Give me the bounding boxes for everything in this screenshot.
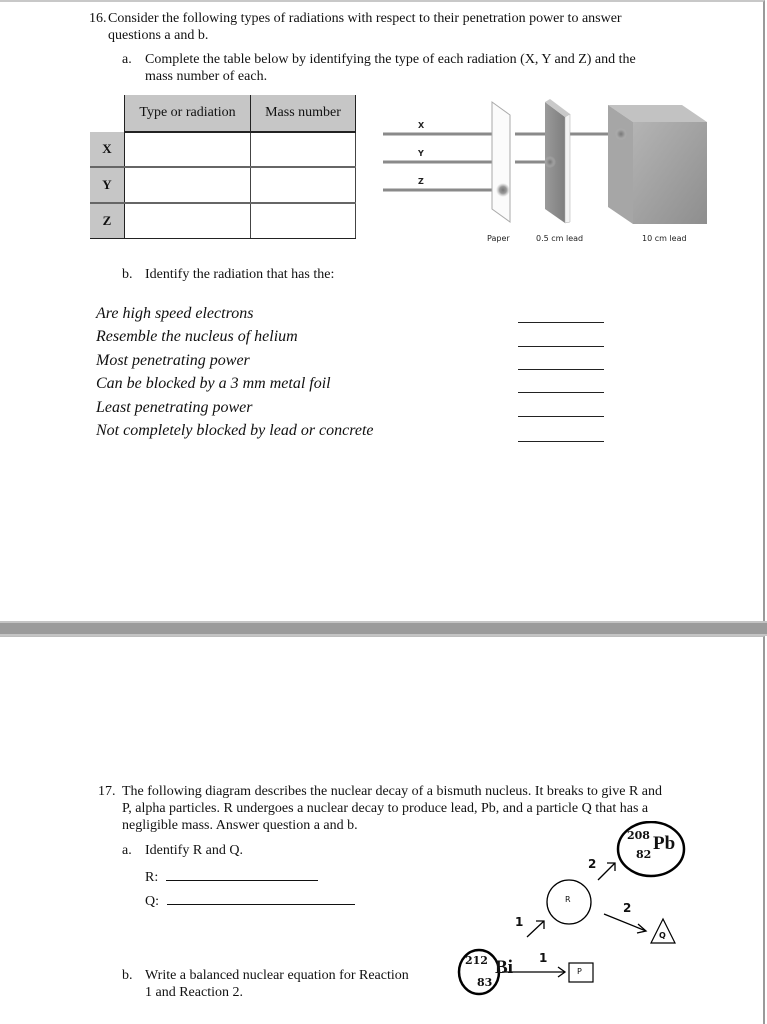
q-particle-label: Q <box>659 931 666 940</box>
property-item: Not completely blocked by lead or concrete <box>96 422 374 440</box>
barrier-label-thick-lead: 10 cm lead <box>642 234 687 243</box>
pb-symbol: Pb <box>653 833 676 854</box>
worksheet-page-2 <box>0 636 765 1024</box>
radiation-property-list <box>96 302 374 442</box>
pb-atomic-number: 82 <box>636 848 652 861</box>
reaction1-label-p: 1 <box>539 951 548 965</box>
ray-label-z: Z <box>418 177 424 186</box>
property-item: Least penetrating power <box>96 398 253 416</box>
question-16-number: 16. <box>89 11 107 26</box>
q17-part-a-prompt: Identify R and Q. <box>145 843 243 858</box>
property-item: Can be blocked by a 3 mm metal foil <box>96 375 331 393</box>
table-row <box>90 203 356 239</box>
q-label: Q: <box>145 894 159 909</box>
question-16-intro: Consider the following types of radiations with respect to their penetration power to answer questions a and b. <box>108 11 622 43</box>
reaction2-label-pb: 2 <box>588 857 597 871</box>
table-row <box>90 167 356 203</box>
cell-z-mass[interactable] <box>251 203 356 239</box>
table-row <box>90 132 356 167</box>
barrier-label-thin-lead: 0.5 cm lead <box>536 234 584 243</box>
radiation-table <box>90 95 356 239</box>
decay-diagram <box>455 821 695 1001</box>
reaction1-label-r: 1 <box>515 915 524 929</box>
q17-part-b-label: b. <box>122 968 133 983</box>
answer-blank[interactable] <box>518 392 604 393</box>
q-answer-row <box>145 892 355 910</box>
question-17-number: 17. <box>98 784 116 799</box>
barrier-label-paper: Paper <box>487 234 510 243</box>
p-particle-label: P <box>577 967 582 976</box>
answer-blank[interactable] <box>518 346 604 347</box>
column-header-type: Type or radiation <box>125 95 251 132</box>
r-answer-row <box>145 868 318 886</box>
answer-blank[interactable] <box>518 322 604 323</box>
q17-part-b-prompt: Write a balanced nuclear equation for Reaction 1 and Reaction 2. <box>145 968 409 1000</box>
question-17-intro: The following diagram describes the nuclear decay of a bismuth nucleus. It breaks to give R and P, alpha particles. R undergoes a nuclear decay to produce lead, Pb, and a particle Q that has a negligible mass. Answer question a and b. <box>122 784 662 833</box>
row-label-z: Z <box>90 203 125 239</box>
table-corner <box>90 95 125 132</box>
row-label-y: Y <box>90 167 125 203</box>
part-a-instructions: Complete the table below by identifying the type of each radiation (X, Y and Z) and the mass number of each. <box>145 52 636 84</box>
cell-x-mass[interactable] <box>251 132 356 167</box>
cell-z-type[interactable] <box>125 203 251 239</box>
reaction2-label-q: 2 <box>623 901 632 915</box>
q-answer-blank[interactable] <box>167 892 355 905</box>
answer-blank[interactable] <box>518 369 604 370</box>
part-b-label: b. <box>122 267 133 282</box>
ray-label-y: Y <box>418 149 424 158</box>
table-header-row <box>90 95 356 132</box>
part-b-prompt: Identify the radiation that has the: <box>145 267 335 282</box>
answer-blank[interactable] <box>518 416 604 417</box>
q17-part-a-label: a. <box>122 843 132 858</box>
ray-label-x: X <box>418 121 425 130</box>
bi-atomic-number: 83 <box>477 976 493 989</box>
cell-y-mass[interactable] <box>251 167 356 203</box>
row-label-x: X <box>90 132 125 167</box>
page-break <box>0 621 767 636</box>
r-label: R: <box>145 870 159 885</box>
r-answer-blank[interactable] <box>166 868 318 881</box>
property-item: Resemble the nucleus of helium <box>96 328 298 346</box>
column-header-mass: Mass number <box>251 95 356 132</box>
bi-mass-number: 212 <box>465 954 488 967</box>
answer-blank[interactable] <box>518 441 604 442</box>
cell-y-type[interactable] <box>125 167 251 203</box>
r-nucleus-label: R <box>565 895 571 904</box>
bi-symbol: Bi <box>495 957 513 978</box>
part-a-label: a. <box>122 52 132 67</box>
cell-x-type[interactable] <box>125 132 251 167</box>
penetration-illustration <box>380 97 732 247</box>
property-item: Most penetrating power <box>96 351 250 369</box>
penetration-diagram <box>380 97 732 247</box>
property-item: Are high speed electrons <box>96 305 254 322</box>
pb-mass-number: 208 <box>627 829 650 842</box>
